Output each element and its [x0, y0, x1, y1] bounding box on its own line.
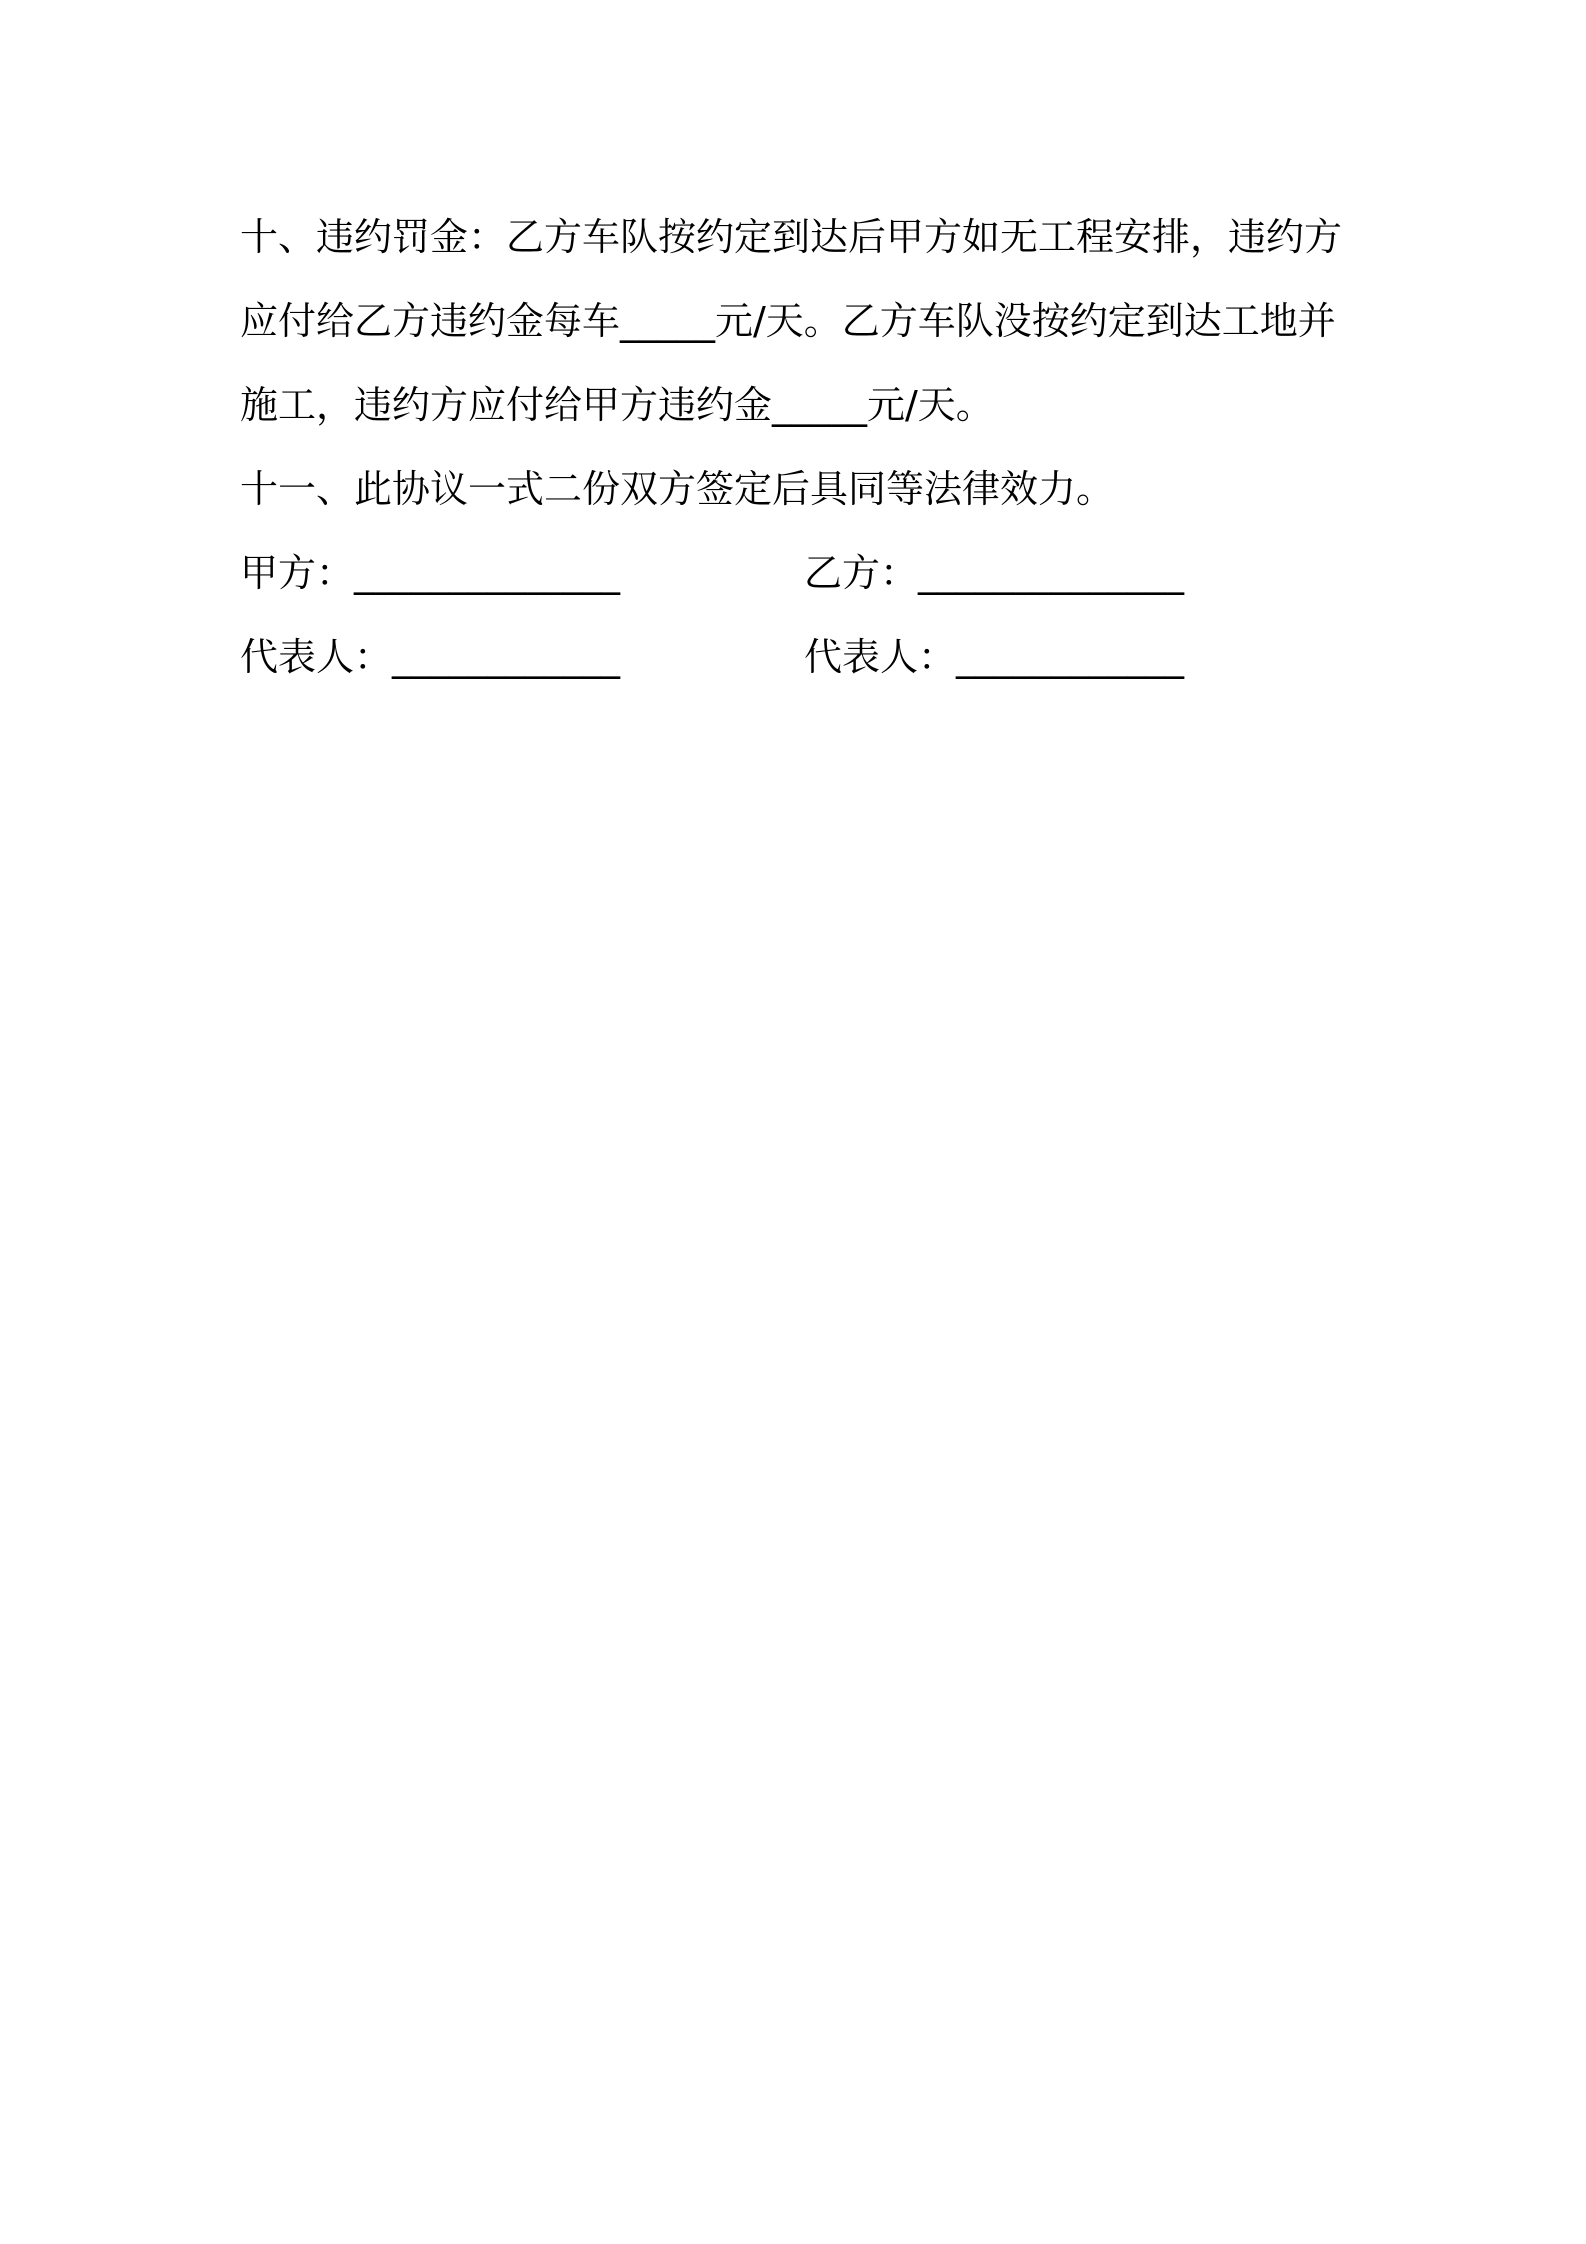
party-a-representative: 代表人：____________ — [240, 635, 621, 679]
party-a-signature: 甲方：______________ — [240, 551, 621, 595]
party-b-signature: 乙方：______________ — [804, 551, 1185, 595]
document-body — [240, 195, 1360, 699]
clause-11-copies: 十一、此协议一式二份双方签定后具同等法律效力。 — [240, 467, 1115, 511]
signature-row-parties — [240, 531, 1360, 615]
signature-row-representatives — [240, 615, 1360, 699]
clause-10-penalty: 十、违约罚金：乙方车队按约定到达后甲方如无工程安排，违约方应付给乙方违约金每车_____元/天。乙方车队没按约定到达工地并施工，违约方应付给甲方违约金_____元/天。 — [240, 215, 1343, 427]
party-b-representative: 代表人：____________ — [804, 635, 1185, 679]
